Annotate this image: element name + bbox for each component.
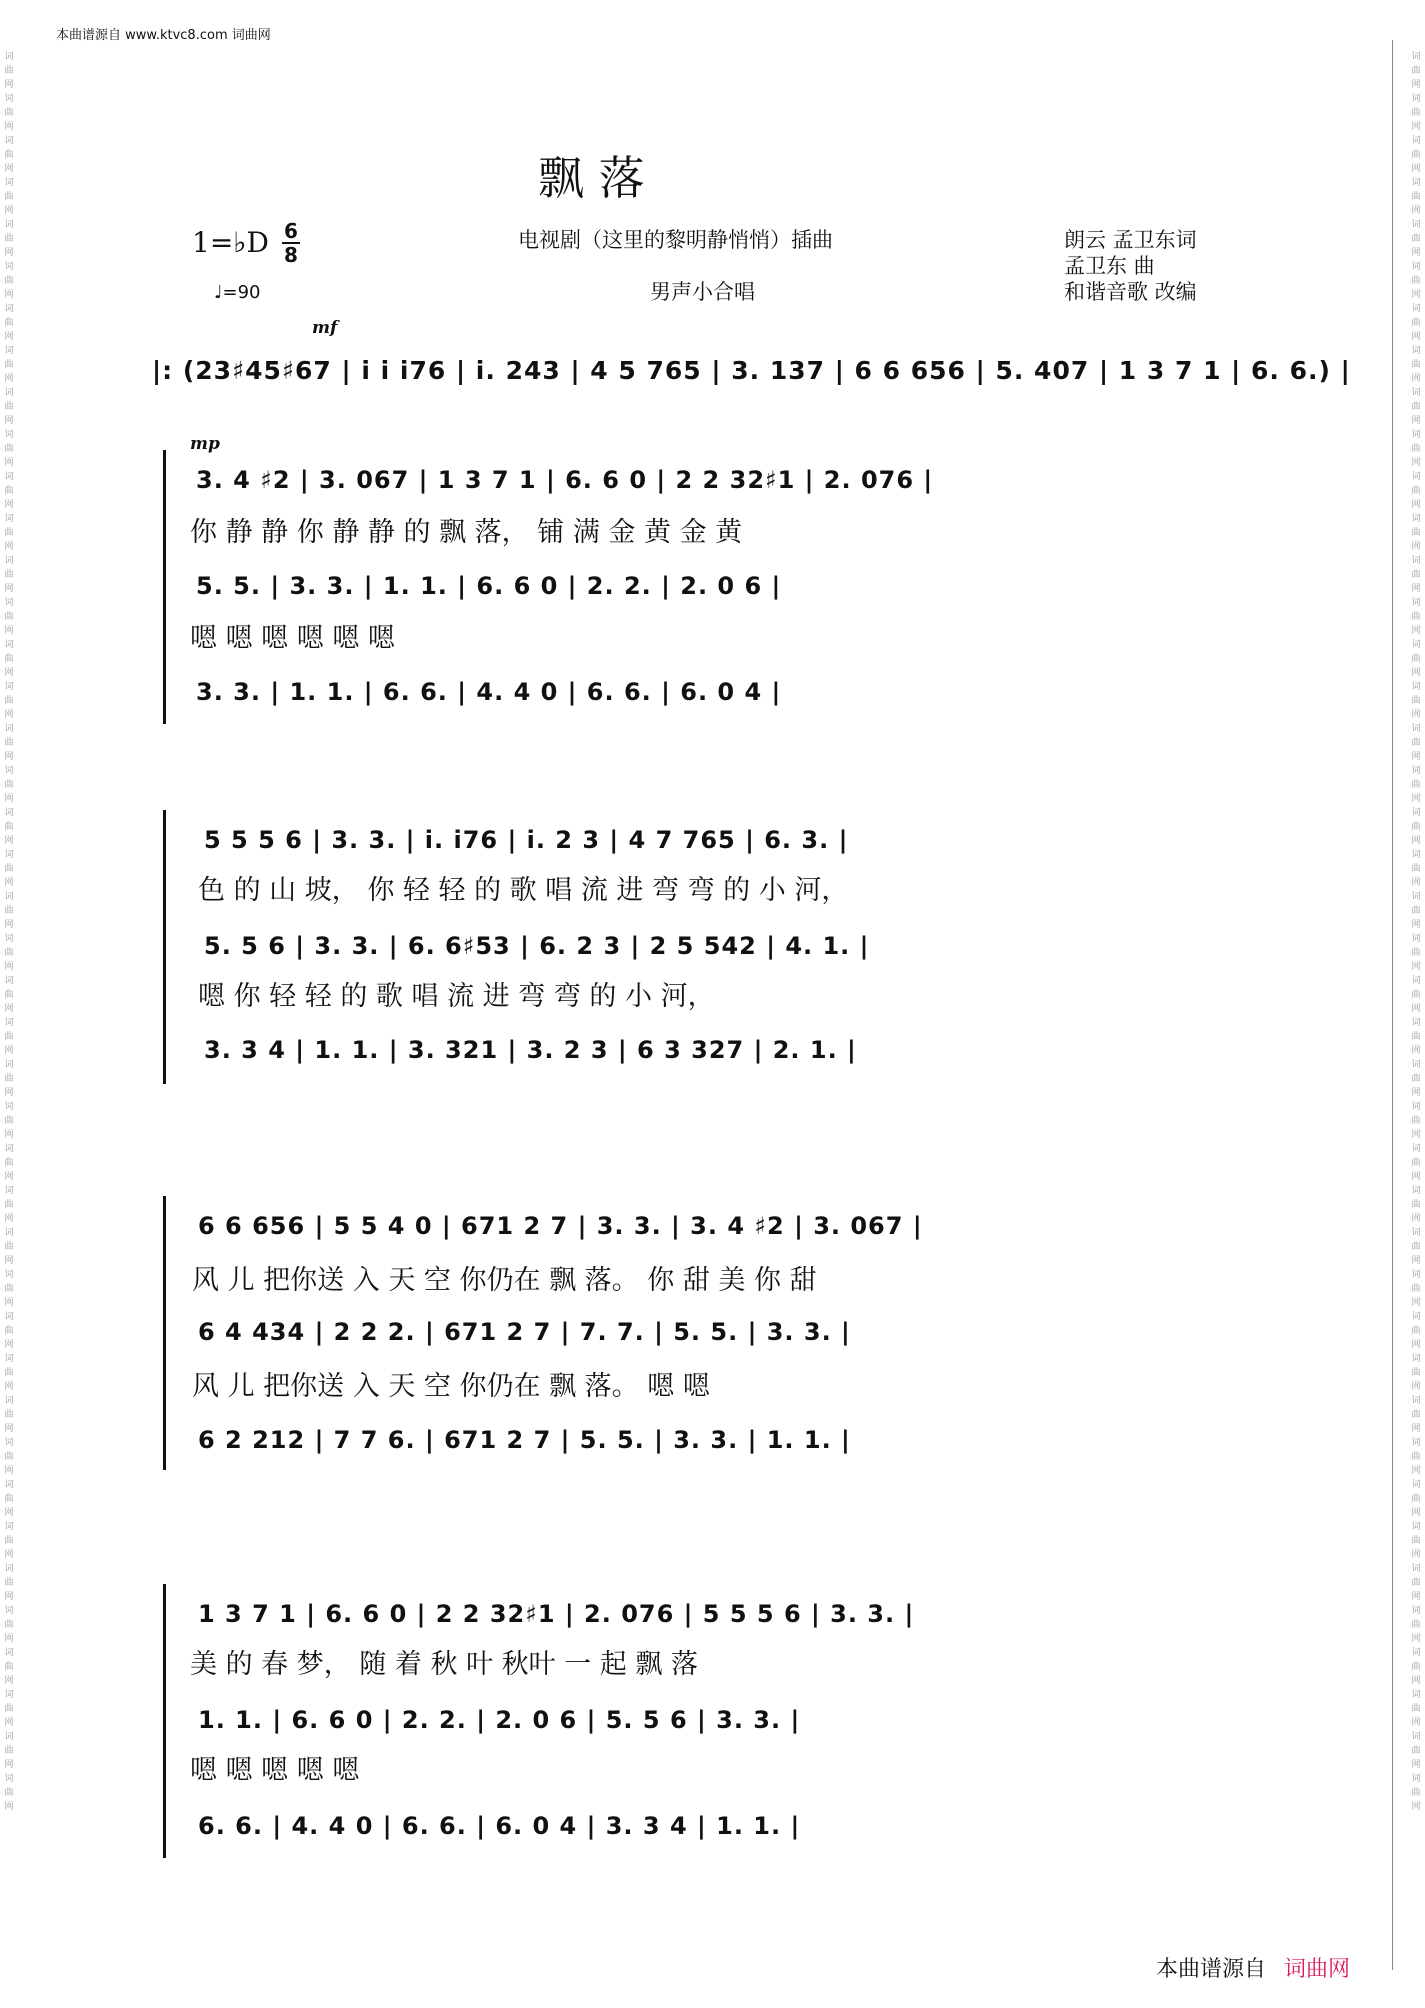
system-1-bracket <box>163 450 166 724</box>
time-signature-bottom: 8 <box>284 243 298 267</box>
system-2-lyrics-1: 色 的 山 坡， 你 轻 轻 的 歌 唱 流 进 弯 弯 的 小 河， <box>198 875 849 906</box>
page-edge-line <box>1392 40 1393 1970</box>
system-3-bracket <box>163 1196 166 1470</box>
footer-source-text: 本曲谱源自 <box>1156 1957 1267 1982</box>
intro-line: |: (23♯45♯67 | i i i76 | i. 243 | 4 5 765 | 3. 137 | 6 6 656 | 5. 407 | 1 3 7 1 | 6. 6.) | <box>152 356 1351 385</box>
footer-source <box>1156 1952 1350 1983</box>
system-2-bass: 3. 3 4 | 1. 1. | 3. 321 | 3. 2 3 | 6 3 327 | 2. 1. | <box>204 1036 857 1064</box>
credit-lyricist: 朗云 孟卫东词 <box>1064 228 1197 252</box>
right-edge-watermark: 词曲网词曲网词曲网词曲网词曲网词曲网词曲网词曲网词曲网词曲网词曲网词曲网词曲网词曲网词曲网词曲网词曲网词曲网词曲网词曲网词曲网词曲网词曲网词曲网词曲网词曲网词曲网词曲网词曲网词曲网词曲网词曲网词曲网词曲网词曲网词曲网词曲网词曲网词曲网词曲网词曲网词曲网 <box>1411 52 1421 1812</box>
credit-arranger: 和谐音歌 改编 <box>1064 280 1197 304</box>
song-title: 飘 落 <box>538 151 645 205</box>
system-3-lyrics-2: 风 儿 把你送 入 天 空 你仍在 飘 落。 嗯 嗯 <box>192 1371 710 1402</box>
system-1-bass: 3. 3. | 1. 1. | 6. 6. | 4. 4 0 | 6. 6. | 6. 0 4 | <box>196 678 782 706</box>
system-4-bracket <box>163 1584 166 1858</box>
dynamic-mp: mp <box>190 434 220 454</box>
chorus-type: 男声小合唱 <box>650 280 755 304</box>
system-4-alto: 1. 1. | 6. 6 0 | 2. 2. | 2. 0 6 | 5. 5 6 | 3. 3. | <box>198 1706 801 1734</box>
header-source: 本曲谱源自 www.ktvc8.com 词曲网 <box>56 28 271 43</box>
subtitle: 电视剧（这里的黎明静悄悄）插曲 <box>518 228 833 252</box>
system-2-melody: 5 5 5 6 | 3. 3. | i. i76 | i. 2 3 | 4 7 765 | 6. 3. | <box>204 826 849 854</box>
system-1-alto: 5. 5. | 3. 3. | 1. 1. | 6. 6 0 | 2. 2. | 2. 0 6 | <box>196 572 782 600</box>
credit-composer: 孟卫东 曲 <box>1064 254 1155 278</box>
left-edge-watermark: 词曲网词曲网词曲网词曲网词曲网词曲网词曲网词曲网词曲网词曲网词曲网词曲网词曲网词曲网词曲网词曲网词曲网词曲网词曲网词曲网词曲网词曲网词曲网词曲网词曲网词曲网词曲网词曲网词曲网词曲网词曲网词曲网词曲网词曲网词曲网词曲网词曲网词曲网词曲网词曲网词曲网词曲网 <box>4 52 14 1812</box>
tempo-marking: ♩=90 <box>214 282 261 303</box>
dynamic-mf: mf <box>312 318 338 338</box>
footer-brand: 词曲网 <box>1284 1957 1351 1982</box>
system-1-melody: 3. 4 ♯2 | 3. 067 | 1 3 7 1 | 6. 6 0 | 2 2 32♯1 | 2. 076 | <box>196 466 934 494</box>
system-2-lyrics-2: 嗯 你 轻 轻 的 歌 唱 流 进 弯 弯 的 小 河， <box>198 981 715 1012</box>
system-4-lyrics-1: 美 的 春 梦， 随 着 秋 叶 秋叶 一 起 飘 落 <box>190 1649 698 1680</box>
system-4-melody: 1 3 7 1 | 6. 6 0 | 2 2 32♯1 | 2. 076 | 5 5 5 6 | 3. 3. | <box>198 1600 915 1628</box>
key-signature: 1=♭D <box>192 226 269 259</box>
time-signature-top: 6 <box>284 219 298 243</box>
system-4-lyrics-2: 嗯 嗯 嗯 嗯 嗯 <box>190 1755 360 1786</box>
system-2-bracket <box>163 810 166 1084</box>
system-4-bass: 6. 6. | 4. 4 0 | 6. 6. | 6. 0 4 | 3. 3 4 | 1. 1. | <box>198 1812 801 1840</box>
system-1-lyrics-2: 嗯 嗯 嗯 嗯 嗯 嗯 <box>190 623 395 654</box>
time-signature <box>282 220 300 266</box>
system-2-alto: 5. 5 6 | 3. 3. | 6. 6♯53 | 6. 2 3 | 2 5 542 | 4. 1. | <box>204 932 870 960</box>
system-3-bass: 6 2 212 | 7 7 6. | 671 2 7 | 5. 5. | 3. 3. | 1. 1. | <box>198 1426 851 1454</box>
system-3-lyrics-1: 风 儿 把你送 入 天 空 你仍在 飘 落。 你 甜 美 你 甜 <box>192 1265 817 1296</box>
system-1-lyrics-1: 你 静 静 你 静 静 的 飘 落， 铺 满 金 黄 金 黄 <box>190 517 743 548</box>
system-3-melody: 6 6 656 | 5 5 4 0 | 671 2 7 | 3. 3. | 3. 4 ♯2 | 3. 067 | <box>198 1212 923 1240</box>
system-3-alto: 6 4 434 | 2 2 2. | 671 2 7 | 7. 7. | 5. 5. | 3. 3. | <box>198 1318 851 1346</box>
